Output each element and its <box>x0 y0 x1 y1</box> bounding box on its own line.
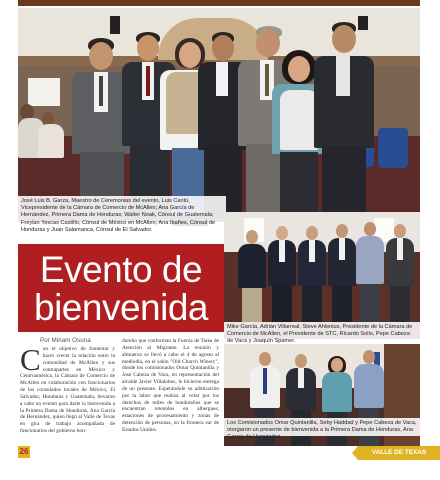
article-column-2 <box>122 338 219 448</box>
photo-event-group <box>18 8 420 233</box>
caption-text: José Luis B. Garza, Maestro de Ceremonias del evento, Luis Cantú, Vicepresidente de la Cámara de Comercio de McAllen; Ana García de Hernández, Primera Dama de Honduras; Walter Noak, Cónsul de Guatemala; Freylan Yescas Castillo, Cónsul de México en McAllen; Ana Ibañes, Cónsul de Honduras y Juan Salamanca, Cónsul de El Salvador. <box>21 198 216 233</box>
page-number: 26 <box>19 447 29 456</box>
photo-caption-officials <box>224 322 420 346</box>
top-border <box>18 0 420 6</box>
column-2-text: dureño que conforman la Fuerza de Tarea de Atención al Migrante. La reunión y almuerzo se llevó a cabo el 4 de agosto al mediodía, en el salón "Old Church Winery", donde los comisionados Omar Quintanilla y José Cabeza de Vaca, en representación del alcalde Javier Villalobos, le hicieron entrega de un presente. Esperándole su admiración por la labor que realiza al velar por los derechos de miles de hondureños que se encuentran retenidos en albergues, estaciones de procesamiento y zonas de detención de personas, en la frontera sur de Estados Unidos. <box>122 338 219 433</box>
dropcap: C <box>20 342 41 377</box>
article-title-block <box>18 244 224 332</box>
article-title-line2: bienvenida <box>34 287 208 328</box>
photo-caption-commissioners <box>224 418 420 441</box>
caption-text: Mike García, Adrián Villarreal, Steve Ahlenius, Presidente de la Cámara de Comercio de McAllen, el Presidente de STC, Ricardo Solís, Pepe Cabeza de Vaca y Joaquín Spamer. <box>227 324 413 345</box>
article-title-line1: Evento de <box>39 249 203 290</box>
photo-commissioners-gift <box>224 344 420 446</box>
photo-caption-group <box>18 196 226 242</box>
section-tag: VALLE DE TEXAS <box>358 446 440 460</box>
photo-chamber-officials <box>224 212 420 345</box>
column-1-text: on el objetivo de fomentar y hacer crecer la relación entre la comunidad de McAllen y sus contrapartes en México y Centroamérica, la Cámara de Comercio de McAllen en colaboración con funcionarios de los consulados locales de México, El Salvador, Honduras y Guatemala, llevaron a cabo un evento para darle la bienvenida a la Primera Dama de Honduras, Ana García de Hernández, quien llegó al Valle de Texas en gira de trabajo acompañada de funcionarios del gobierno hon- <box>20 346 115 435</box>
byline: Por Miriam Osuna <box>40 337 91 344</box>
caption-text: Los Comisionados Omar Quintanilla, Seby Haddad y Pepe Cabeza de Vaca, otorgaron un presente de bienvenida a la Primera Dama de Honduras, Ana García de Hernández. <box>227 420 417 441</box>
article-column-1 <box>20 342 115 446</box>
